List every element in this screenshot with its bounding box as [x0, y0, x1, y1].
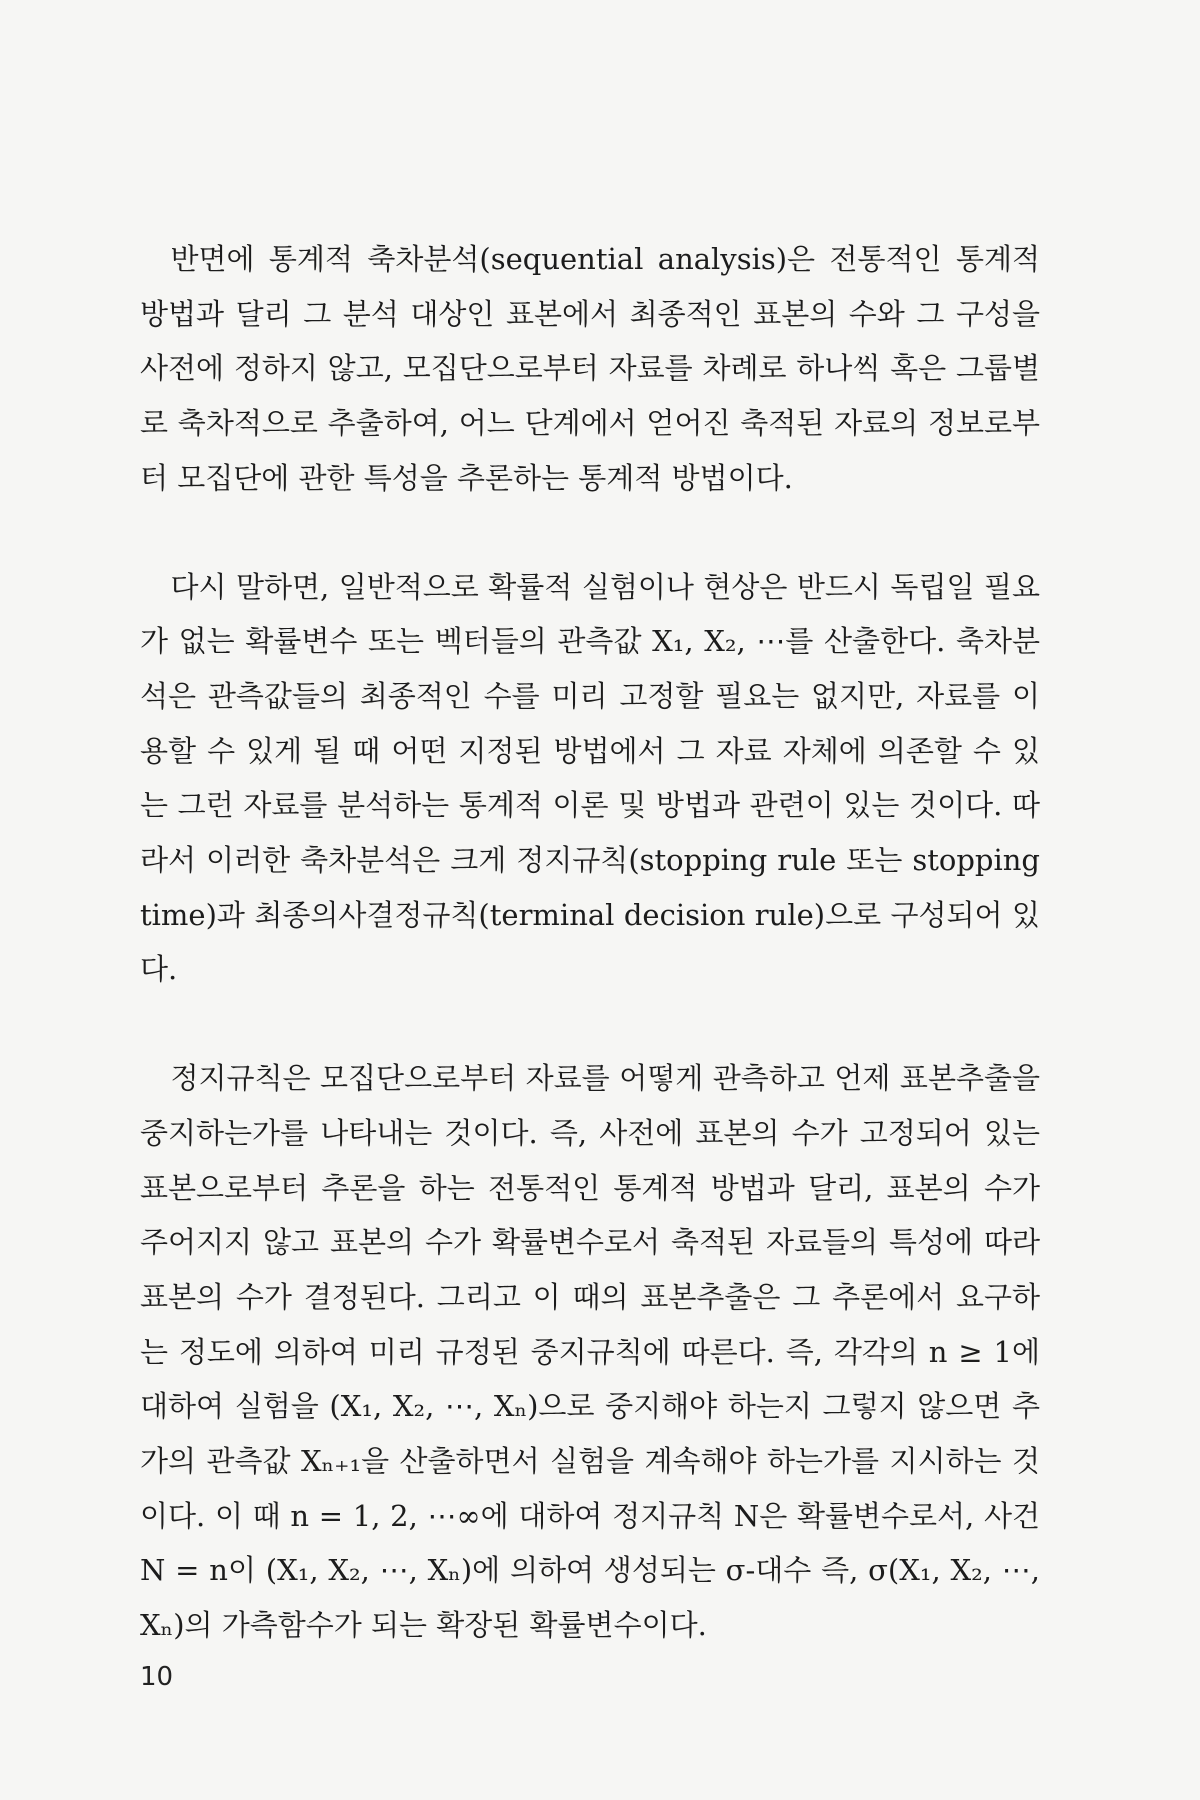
body-text	[140, 232, 1040, 1653]
paragraph-sequential-analysis-intro: 반면에 통계적 축차분석(sequential analysis)은 전통적인 통계적 방법과 달리 그 분석 대상인 표본에서 최종적인 표본의 수와 그 구성을 사전에 정하지 않고, 모집단으로부터 자료를 차례로 하나씩 혹은 그룹별로 축차적으로 추출하여, 어느 단계에서 얻어진 축적된 자료의 정보로부터 모집단에 관한 특성을 추론하는 통계적 방법이다.	[140, 242, 1040, 495]
paragraph-stopping-rule: 정지규칙은 모집단으로부터 자료를 어떻게 관측하고 언제 표본추출을 중지하는가를 나타내는 것이다. 즉, 사전에 표본의 수가 고정되어 있는 표본으로부터 추론을 하는 전통적인 통계적 방법과 달리, 표본의 수가 주어지지 않고 표본의 수가 확률변수로서 축적된 자료들의 특성에 따라 표본의 수가 결정된다. 그리고 이 때의 표본추출은 그 추론에서 요구하는 정도에 의하여 미리 규정된 중지규칙에 따른다. 즉, 각각의 n ≥ 1에 대하여 실험을 (X₁, X₂, ⋯, Xₙ)으로 중지해야 하는지 그렇지 않으면 추가의 관측값 Xₙ₊₁을 산출하면서 실험을 계속해야 하는가를 지시하는 것이다. 이 때 n = 1, 2, ⋯∞에 대하여 정지규칙 N은 확률변수로서, 사건 N = n이 (X₁, X₂, ⋯, Xₙ)에 의하여 생성되는 σ-대수 즉, σ(X₁, X₂, ⋯, Xₙ)의 가측함수가 되는 확장된 확률변수이다.	[140, 1061, 1040, 1643]
page-number: 10	[140, 1662, 174, 1692]
paragraph-observations: 다시 말하면, 일반적으로 확률적 실험이나 현상은 반드시 독립일 필요가 없는 확률변수 또는 벡터들의 관측값 X₁, X₂, ⋯를 산출한다. 축차분석은 관측값들의 최종적인 수를 미리 고정할 필요는 없지만, 자료를 이용할 수 있게 될 때 어떤 지정된 방법에서 그 자료 자체에 의존할 수 있는 그런 자료를 분석하는 통계적 이론 및 방법과 관련이 있는 것이다. 따라서 이러한 축차분석은 크게 정지규칙(stopping rule 또는 stopping time)과 최종의사결정규칙(terminal decision rule)으로 구성되어 있다.	[140, 569, 1040, 987]
